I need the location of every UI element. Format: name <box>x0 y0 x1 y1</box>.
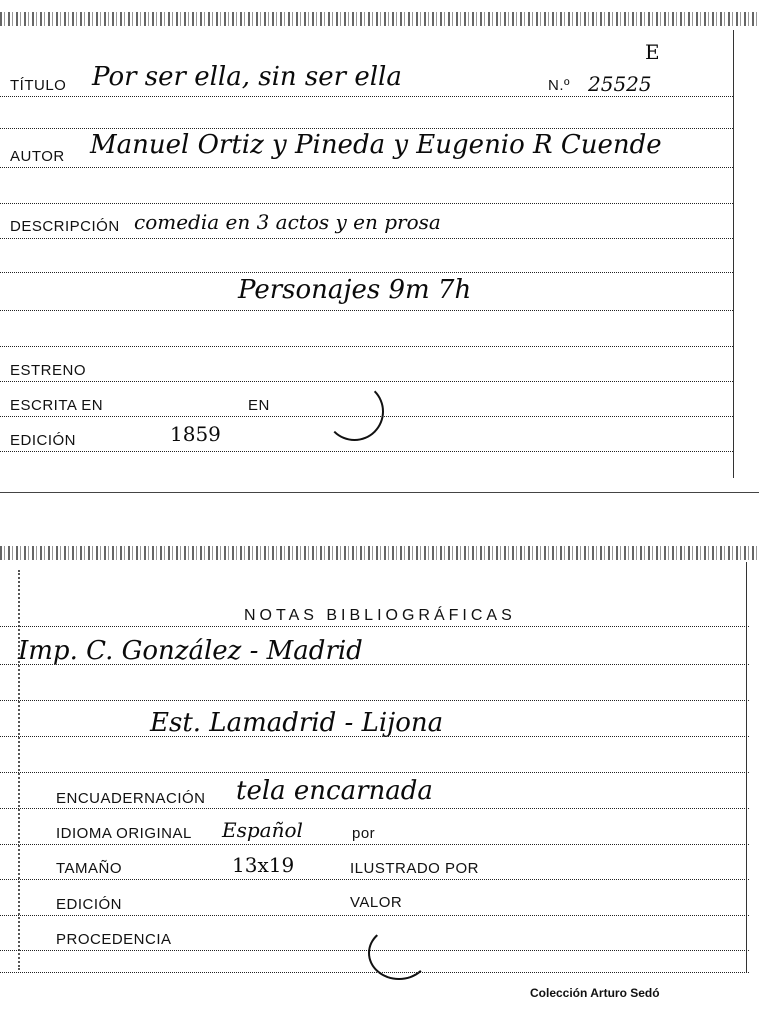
ilustrado-label: ILUSTRADO POR <box>350 860 480 877</box>
edicion-label: EDICIÓN <box>10 432 77 449</box>
idioma-label: IDIOMA ORIGINAL <box>56 825 192 842</box>
collection-footer: Colección Arturo Sedó <box>530 986 660 1000</box>
corner-mark: E <box>645 40 660 64</box>
card-torn-edge <box>0 12 759 26</box>
rule-line <box>0 310 733 311</box>
card-right-border <box>746 562 747 972</box>
rule-line <box>0 346 733 347</box>
stamp-mark <box>325 382 384 441</box>
edicion-line <box>0 915 749 916</box>
encuadernacion-value: tela encarnada <box>236 776 433 806</box>
notas-heading: NOTAS BIBLIOGRÁFICAS <box>244 607 516 624</box>
card-left-border <box>18 570 20 970</box>
tamano-value: 13x19 <box>232 853 295 877</box>
edicion-value: 1859 <box>170 422 221 446</box>
estreno-label: ESTRENO <box>10 362 87 379</box>
rule-line <box>0 128 733 129</box>
procedencia-label: PROCEDENCIA <box>56 931 172 948</box>
personajes-value: Personajes 9m 7h <box>238 275 472 305</box>
tamano-line <box>0 879 749 880</box>
card-torn-edge <box>0 546 759 560</box>
numero-label: N.º <box>548 77 570 94</box>
rule-line <box>0 736 749 737</box>
en-label: EN <box>248 397 270 414</box>
tamano-label: TAMAÑO <box>56 860 123 877</box>
descripcion-label: DESCRIPCIÓN <box>10 218 120 235</box>
rule-line <box>0 664 749 665</box>
edicion-line <box>0 451 733 452</box>
rule-line <box>0 772 749 773</box>
estreno-line <box>0 381 733 382</box>
rule-line <box>0 203 733 204</box>
autor-value: Manuel Ortiz y Pineda y Eugenio R Cuende <box>90 130 662 160</box>
edicion-label: EDICIÓN <box>56 896 123 913</box>
note-line-1: Imp. C. González - Madrid <box>18 636 363 666</box>
note-line-2: Est. Lamadrid - Lijona <box>150 708 444 738</box>
autor-line <box>0 167 733 168</box>
por-label: por <box>352 825 376 842</box>
rule-line <box>0 272 733 273</box>
encuadernacion-line <box>0 808 749 809</box>
idioma-value: Español <box>222 818 303 842</box>
catalog-card-top <box>0 0 759 490</box>
titulo-value: Por ser ella, sin ser ella <box>92 62 402 92</box>
escrita-label: ESCRITA EN <box>10 397 104 414</box>
titulo-line <box>0 96 733 97</box>
rule-line <box>0 700 749 701</box>
catalog-card-bottom <box>0 540 759 1020</box>
encuadernacion-label: ENCUADERNACIÓN <box>56 790 206 807</box>
idioma-line <box>0 844 749 845</box>
titulo-label: TÍTULO <box>10 77 67 94</box>
card-separator <box>0 492 759 493</box>
rule-line <box>0 626 749 627</box>
card-right-border <box>733 30 734 478</box>
valor-label: VALOR <box>350 894 403 911</box>
autor-label: AUTOR <box>10 148 65 165</box>
descripcion-line <box>0 238 733 239</box>
numero-value: 25525 <box>588 72 652 96</box>
descripcion-value: comedia en 3 actos y en prosa <box>134 210 441 234</box>
rule-line <box>0 972 749 973</box>
